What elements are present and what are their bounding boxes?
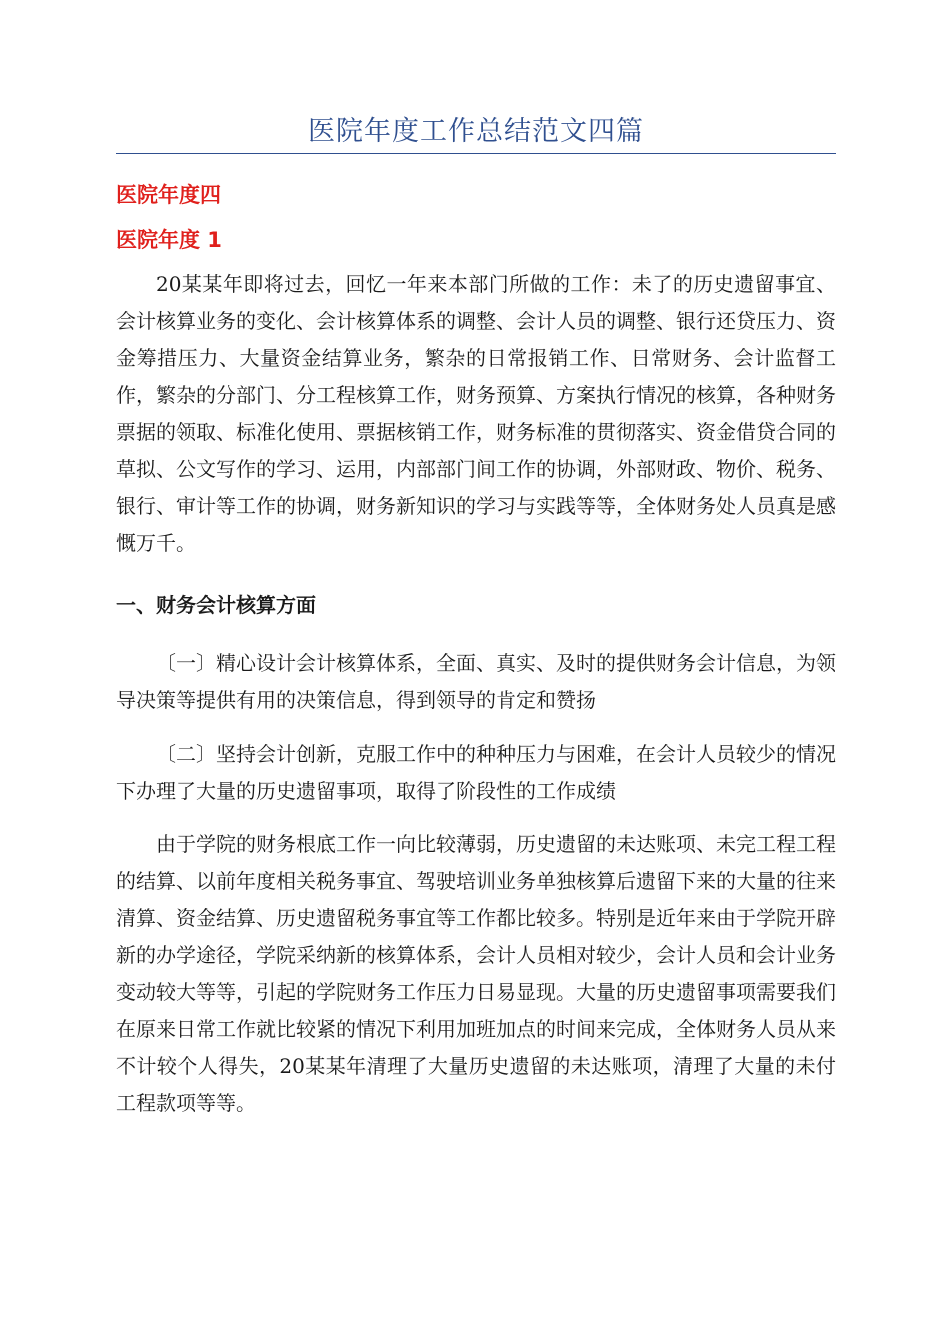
subsection-paragraph-1: 〔一〕精心设计会计核算体系，全面、真实、及时的提供财务会计信息，为领导决策等提供有用的决策信息，得到领导的肯定和赞扬 bbox=[116, 651, 836, 712]
section-heading-red-2: 医院年度 1 bbox=[116, 228, 222, 252]
title-divider bbox=[116, 153, 836, 154]
section-heading-accounting: 一、财务会计核算方面 bbox=[116, 593, 316, 617]
subsection-paragraph-2: 〔二〕坚持会计创新，克服工作中的种种压力与困难，在会计人员较少的情况下办理了大量的历史遗留事项，取得了阶段性的工作成绩 bbox=[116, 742, 836, 803]
body-paragraph: 由于学院的财务根底工作一向比较薄弱，历史遗留的未达账项、未完工程工程的结算、以前年度相关税务事宜、驾驶培训业务单独核算后遗留下来的大量的往来清算、资金结算、历史遗留税务事宜等工作都比较多。特别是近年来由于学院开辟新的办学途径，学院采纳新的核算体系，会计人员相对较少，会计人员和会计业务变动较大等等，引起的学院财务工作压力日易显现。大量的历史遗留事项需要我们在原来日常工作就比较紧的情况下利用加班加点的时间来完成，全体财务人员从来不计较个人得失，20某某年清理了大量历史遗留的未达账项，清理了大量的未付工程款项等等。 bbox=[116, 832, 836, 1115]
section-heading-red-1: 医院年度四 bbox=[116, 183, 221, 207]
document-title: 医院年度工作总结范文四篇 bbox=[308, 116, 644, 147]
intro-paragraph: 20某某年即将过去，回忆一年来本部门所做的工作：未了的历史遗留事宜、会计核算业务的变化、会计核算体系的调整、会计人员的调整、银行还贷压力、资金筹措压力、大量资金结算业务，繁杂的日常报销工作、日常财务、会计监督工作，繁杂的分部门、分工程核算工作，财务预算、方案执行情况的核算，各种财务票据的领取、标准化使用、票据核销工作，财务标准的贯彻落实、资金借贷合同的草拟、公文写作的学习、运用，内部部门间工作的协调，外部财政、物价、税务、银行、审计等工作的协调，财务新知识的学习与实践等等，全体财务处人员真是感慨万千。 bbox=[116, 272, 836, 555]
